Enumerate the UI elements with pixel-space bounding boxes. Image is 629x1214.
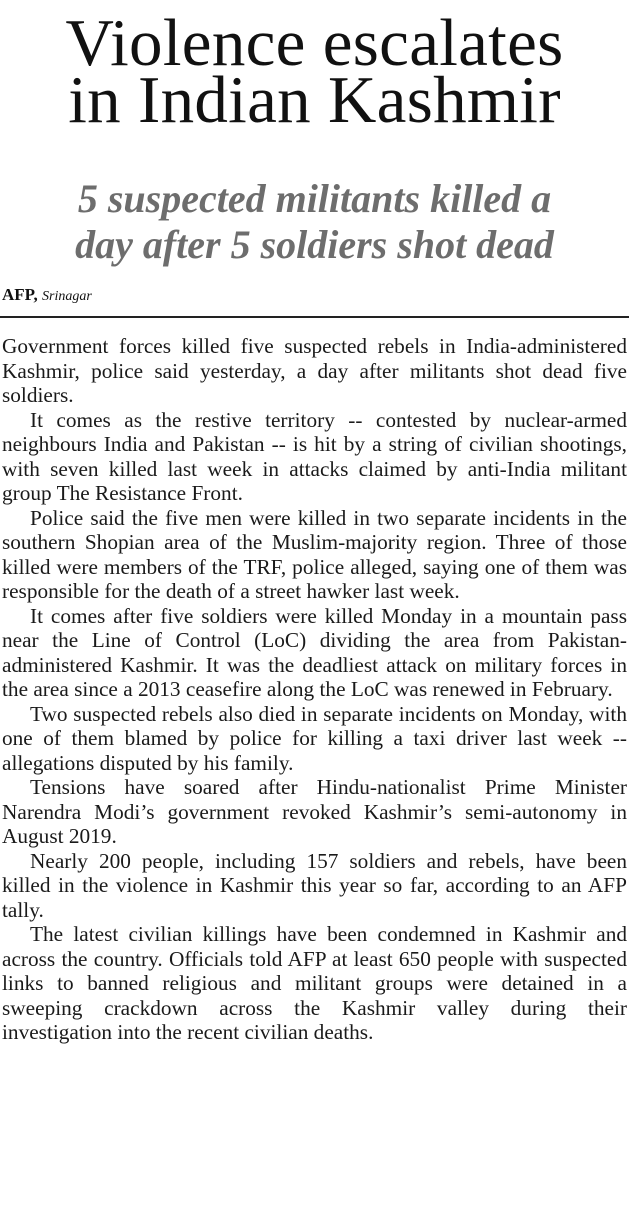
subheadline-line-2: day after 5 soldiers shot dead: [75, 222, 554, 267]
headline-line-1: Violence escalates: [65, 6, 564, 80]
headline: [0, 6, 629, 137]
paragraph-8: The latest civilian killings have been condemned in Kashmir and across the country. Officials told AFP at least 650 people with suspected links to banned religious and militant groups were detained in a sweeping crackdown across the Kashmir valley during their investigation into the recent civilian deaths.: [2, 922, 627, 1044]
byline-divider: [0, 316, 629, 318]
byline-dateline: Srinagar: [42, 289, 92, 304]
paragraph-6: Tensions have soared after Hindu-nationalist Prime Minister Narendra Modi’s government revoked Kashmir’s semi-autonomy in August 2019.: [2, 775, 627, 848]
paragraph-4: It comes after five soldiers were killed Monday in a mountain pass near the Line of Control (LoC) dividing the area from Pakistan-administered Kashmir. It was the deadliest attack on military forces in the area since a 2013 ceasefire along the LoC was renewed in February.: [2, 603, 627, 701]
paragraph-1: Government forces killed five suspected rebels in India-administered Kashmir, police said yesterday, a day after militants shot dead five soldiers.: [2, 334, 627, 407]
paragraph-5: Two suspected rebels also died in separate incidents on Monday, with one of them blamed by police for killing a taxi driver last week -- allegations disputed by his family.: [2, 701, 627, 775]
headline-line-2: in Indian Kashmir: [68, 63, 561, 137]
byline-agency: AFP,: [2, 285, 38, 304]
subheadline-line-1: 5 suspected militants killed a: [77, 176, 552, 221]
byline: [2, 285, 92, 307]
paragraph-3: Police said the five men were killed in two separate incidents in the southern Shopian area of the Muslim-majority region. Three of those killed were members of the TRF, police alleged, saying one of them was responsible for the death of a street hawker last week.: [2, 505, 627, 603]
paragraph-2: It comes as the restive territory -- contested by nuclear-armed neighbours India and Pakistan -- is hit by a string of civilian shootings, with seven killed last week in attacks claimed by anti-India militant group The Resistance Front.: [2, 407, 627, 505]
paragraph-7: Nearly 200 people, including 157 soldiers and rebels, have been killed in the violence in Kashmir this year so far, according to an AFP tally.: [2, 848, 627, 922]
subheadline: [0, 176, 629, 268]
article-body: [2, 334, 627, 1045]
